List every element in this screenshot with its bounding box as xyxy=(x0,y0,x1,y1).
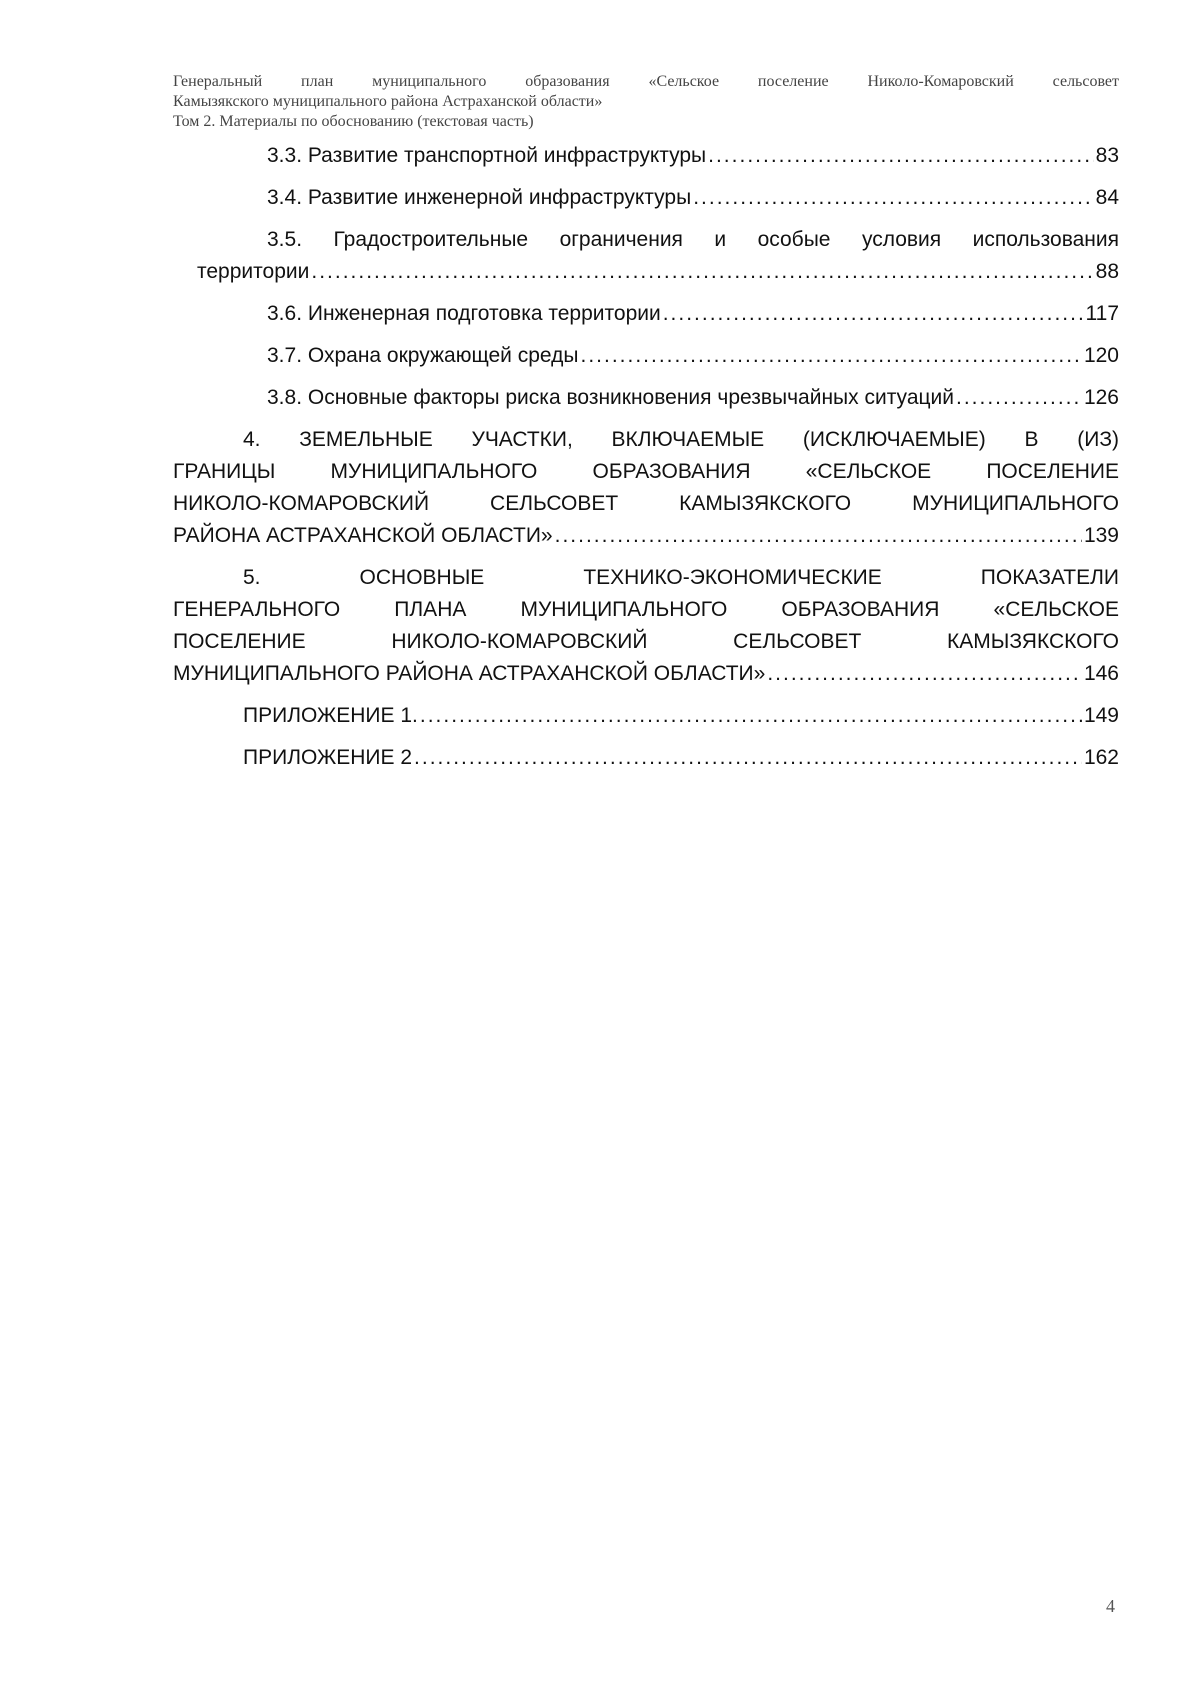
toc-entry-title: 3.8. Основные факторы риска возникновения чрезвычайных ситуаций xyxy=(267,386,954,409)
header-line-1: Генеральный план муниципального образования «Сельское поселение Николо-Комаровский сельсовет xyxy=(173,73,1119,90)
toc-page-number: 162 xyxy=(1083,746,1119,769)
toc-entry-title-line: территории xyxy=(197,260,310,283)
toc-entry-title: 3.3. Развитие транспортной инфраструктуры xyxy=(267,144,707,167)
toc-entry-title-line: 5. ОСНОВНЫЕ ТЕХНИКО-ЭКОНОМИЧЕСКИЕ ПОКАЗАТЕЛИ xyxy=(243,566,1119,589)
toc-entry-appendix-1[interactable] xyxy=(173,700,1119,732)
toc-page-number: 84 xyxy=(1095,186,1119,209)
toc-page-number: 146 xyxy=(1083,662,1119,685)
toc-leader xyxy=(311,256,1093,288)
toc-entry-title: ПРИЛОЖЕНИЕ 1. xyxy=(243,704,418,727)
toc-entry-title-line: 4. ЗЕМЕЛЬНЫЕ УЧАСТКИ, ВКЛЮЧАЕМЫЕ (ИСКЛЮЧАЕМЫЕ) В (ИЗ) xyxy=(243,428,1119,451)
toc-entry-title: 3.4. Развитие инженерной инфраструктуры xyxy=(267,186,692,209)
toc-leader xyxy=(663,298,1084,330)
toc-leader xyxy=(414,742,1082,774)
toc-entry-3-7[interactable] xyxy=(173,340,1119,372)
toc-page-number: 126 xyxy=(1083,386,1119,409)
toc-leader xyxy=(420,700,1082,732)
toc-leader xyxy=(580,340,1081,372)
toc-entry-5[interactable] xyxy=(173,562,1119,690)
toc-page-number: 117 xyxy=(1085,302,1119,325)
toc-leader xyxy=(693,182,1093,214)
toc-entry-3-4[interactable] xyxy=(173,182,1119,214)
toc-leader xyxy=(956,382,1082,414)
toc-leader xyxy=(555,520,1082,552)
toc-entry-title-line: РАЙОНА АСТРАХАНСКОЙ ОБЛАСТИ» xyxy=(173,524,553,547)
toc-entry-title-line: 3.5. Градостроительные ограничения и особые условия использования xyxy=(267,228,1119,251)
toc-leader xyxy=(767,658,1082,690)
toc-page-number: 139 xyxy=(1083,524,1119,547)
toc-entry-appendix-2[interactable] xyxy=(173,742,1119,774)
toc-entry-title: 3.6. Инженерная подготовка территории xyxy=(267,302,661,325)
toc-entry-title-line: ГРАНИЦЫ МУНИЦИПАЛЬНОГО ОБРАЗОВАНИЯ «СЕЛЬСКОЕ ПОСЕЛЕНИЕ xyxy=(173,460,1119,483)
toc-entry-title: 3.7. Охрана окружающей среды xyxy=(267,344,579,367)
toc-entry-last-line xyxy=(173,658,1119,690)
toc-entry-last-line xyxy=(173,256,1119,288)
toc-entry-3-3[interactable] xyxy=(173,140,1119,172)
toc-entry-last-line xyxy=(173,520,1119,552)
toc-page-number: 83 xyxy=(1095,144,1119,167)
toc-page-number: 149 xyxy=(1083,704,1119,727)
header-line-2: Камызякского муниципального района Астраханской области» xyxy=(173,93,603,110)
toc-leader xyxy=(708,140,1094,172)
header-line-3: Том 2. Материалы по обоснованию (текстовая часть) xyxy=(173,113,534,130)
toc-entry-title: ПРИЛОЖЕНИЕ 2 xyxy=(243,746,413,769)
toc-entry-4[interactable] xyxy=(173,424,1119,552)
page-number: 4 xyxy=(1106,1596,1115,1616)
toc-entry-3-5[interactable] xyxy=(173,224,1119,288)
toc-entry-title-line: ПОСЕЛЕНИЕ НИКОЛО-КОМАРОВСКИЙ СЕЛЬСОВЕТ КАМЫЗЯКСКОГО xyxy=(173,630,1119,653)
toc-entry-title-line: НИКОЛО-КОМАРОВСКИЙ СЕЛЬСОВЕТ КАМЫЗЯКСКОГО МУНИЦИПАЛЬНОГО xyxy=(173,492,1119,515)
toc-page-number: 120 xyxy=(1083,344,1119,367)
table-of-contents xyxy=(173,140,1119,774)
toc-entry-3-6[interactable] xyxy=(173,298,1119,330)
toc-entry-title-line: ГЕНЕРАЛЬНОГО ПЛАНА МУНИЦИПАЛЬНОГО ОБРАЗОВАНИЯ «СЕЛЬСКОЕ xyxy=(173,598,1119,621)
toc-page-number: 88 xyxy=(1095,260,1119,283)
toc-entry-title-line: МУНИЦИПАЛЬНОГО РАЙОНА АСТРАХАНСКОЙ ОБЛАСТИ» xyxy=(173,662,766,685)
toc-entry-3-8[interactable] xyxy=(173,382,1119,414)
page-header xyxy=(173,72,1119,132)
